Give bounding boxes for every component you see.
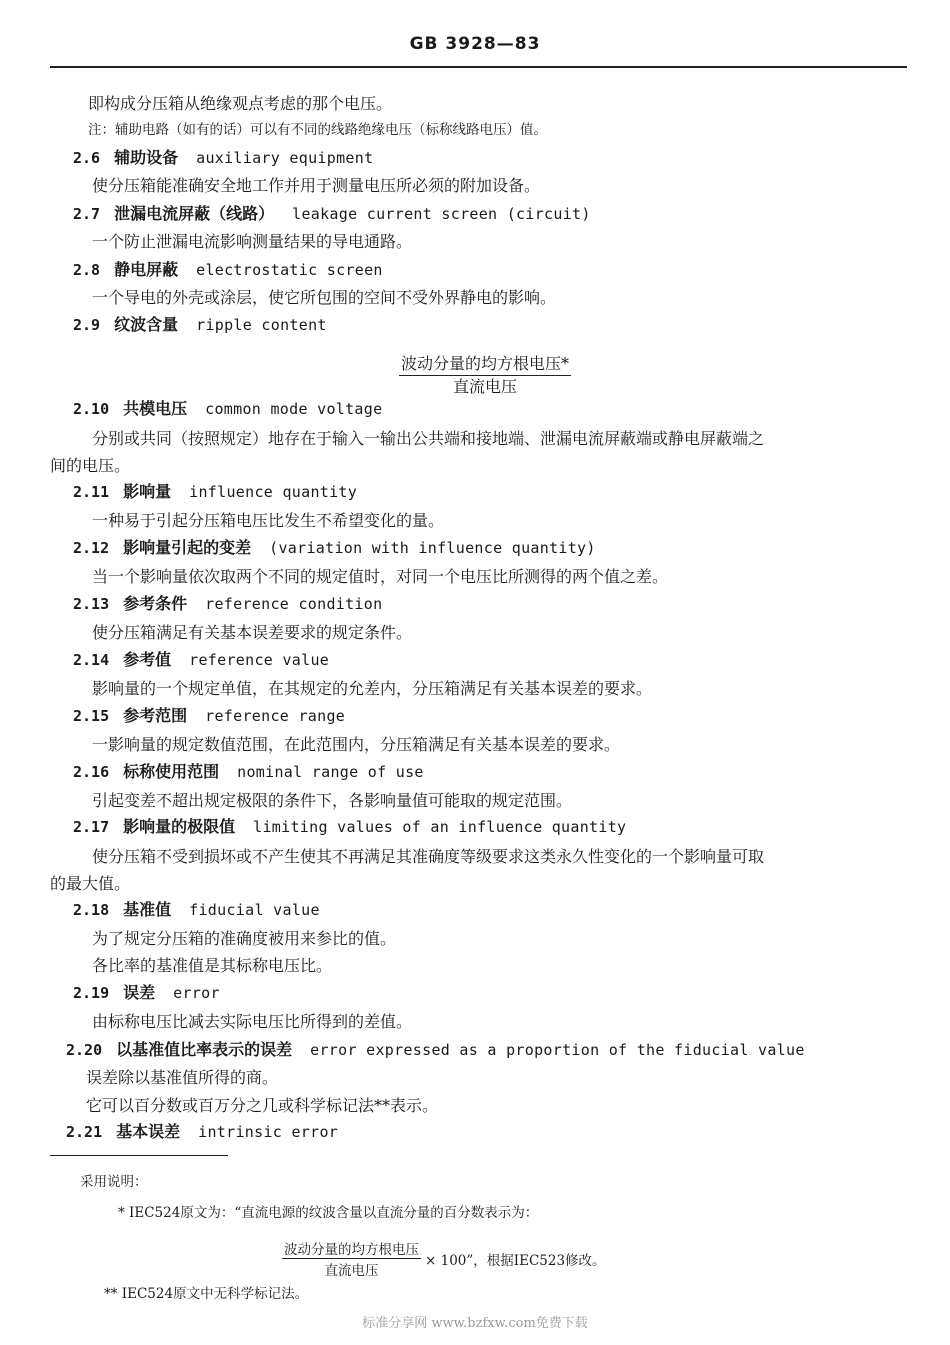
term-chinese: 基准值 bbox=[123, 900, 172, 919]
term-chinese: 影响量的极限值 bbox=[123, 817, 236, 836]
definition-2-8: 一个导电的外壳或涂层，使它所包围的空间不受外界静电的影响。 bbox=[92, 288, 557, 307]
term-2-21 bbox=[66, 1121, 338, 1143]
footnote-fraction-numerator: 波动分量的均方根电压 bbox=[282, 1238, 421, 1259]
term-number: 2.9 bbox=[73, 316, 101, 334]
formula-numerator: 波动分量的均方根电压* bbox=[399, 354, 571, 376]
watermark-text: 标准分享网 www.bzfxw.com免费下载 bbox=[362, 1316, 588, 1331]
term-chinese: 影响量引起的变差 bbox=[123, 538, 252, 557]
page-header-title: GB 3928—83 bbox=[409, 34, 541, 54]
definition-2-14: 影响量的一个规定单值，在其规定的允差内，分压箱满足有关基本误差的要求。 bbox=[92, 679, 653, 698]
term-english: error expressed as a proportion of the fiducial value bbox=[310, 1041, 805, 1059]
term-chinese: 以基准值比率表示的误差 bbox=[116, 1040, 293, 1059]
term-2-6 bbox=[73, 147, 373, 169]
definition-2-20-line1: 误差除以基准值所得的商。 bbox=[86, 1068, 279, 1087]
term-english: influence quantity bbox=[189, 483, 358, 501]
term-number: 2.20 bbox=[66, 1041, 103, 1059]
footnote-heading: 采用说明： bbox=[80, 1174, 148, 1190]
definition-2-15: 一影响量的规定数值范围，在此范围内，分压箱满足有关基本误差的要求。 bbox=[92, 735, 621, 754]
term-english: ripple content bbox=[196, 316, 327, 334]
definition-2-10-line1: 分别或共同（按照规定）地存在于输入一输出公共端和接地端、泄漏电流屏蔽端或静电屏蔽端之 bbox=[92, 429, 765, 448]
term-chinese: 静电屏蔽 bbox=[114, 260, 179, 279]
definition-2-20-line2: 它可以百分数或百万分之几或科学标记法**表示。 bbox=[86, 1096, 439, 1115]
formula-denominator: 直流电压 bbox=[452, 377, 517, 396]
definition-2-13: 使分压箱满足有关基本误差要求的规定条件。 bbox=[92, 623, 413, 642]
definition-2-17-line2: 的最大值。 bbox=[50, 874, 131, 893]
term-chinese: 纹波含量 bbox=[114, 315, 179, 334]
definition-2-18-line2: 各比率的基准值是其标称电压比。 bbox=[92, 956, 333, 975]
term-english: auxiliary equipment bbox=[196, 149, 374, 167]
term-english: reference condition bbox=[205, 595, 383, 613]
term-number: 2.11 bbox=[73, 483, 110, 501]
definition-2-19: 由标称电压比减去实际电压比所得到的差值。 bbox=[92, 1012, 413, 1031]
term-chinese: 共模电压 bbox=[123, 399, 188, 418]
term-2-9 bbox=[73, 314, 327, 336]
footnote-1-formula bbox=[282, 1238, 606, 1279]
term-chinese: 误差 bbox=[123, 983, 156, 1002]
definition-2-7: 一个防止泄漏电流影响测量结果的导电通路。 bbox=[92, 232, 413, 251]
definition-2-6: 使分压箱能准确安全地工作并用于测量电压所必须的附加设备。 bbox=[92, 176, 541, 195]
definition-2-18-line1: 为了规定分压箱的准确度被用来参比的值。 bbox=[92, 929, 397, 948]
header-rule bbox=[50, 66, 907, 68]
definition-2-10-line2: 间的电压。 bbox=[50, 456, 131, 475]
definition-2-17-line1: 使分压箱不受到损坏或不产生使其不再满足其准确度等级要求这类永久性变化的一个影响量可取 bbox=[92, 847, 765, 866]
term-number: 2.14 bbox=[73, 651, 110, 669]
term-number: 2.15 bbox=[73, 707, 110, 725]
ripple-formula bbox=[380, 354, 590, 397]
term-chinese: 基本误差 bbox=[116, 1122, 181, 1141]
term-2-14 bbox=[73, 649, 329, 671]
term-chinese: 参考范围 bbox=[123, 706, 188, 725]
term-english: reference value bbox=[189, 651, 330, 669]
term-number: 2.7 bbox=[73, 205, 101, 223]
footnote-fraction-denominator: 直流电压 bbox=[324, 1263, 379, 1279]
term-number: 2.21 bbox=[66, 1123, 103, 1141]
term-chinese: 辅助设备 bbox=[114, 148, 179, 167]
term-english: common mode voltage bbox=[205, 400, 383, 418]
term-2-16 bbox=[73, 761, 424, 783]
footnote-rule bbox=[50, 1155, 228, 1156]
term-number: 2.16 bbox=[73, 763, 110, 781]
term-number: 2.12 bbox=[73, 539, 110, 557]
term-2-15 bbox=[73, 705, 345, 727]
term-2-12 bbox=[73, 537, 596, 559]
term-english: error bbox=[173, 984, 220, 1002]
term-english: reference range bbox=[205, 707, 346, 725]
term-2-13 bbox=[73, 593, 382, 615]
footnote-1: * IEC524原文为：“直流电源的纹波含量以直流分量的百分数表示为： bbox=[118, 1205, 539, 1221]
definition-2-12: 当一个影响量依次取两个不同的规定值时，对同一个电压比所测得的两个值之差。 bbox=[92, 567, 669, 586]
term-2-19 bbox=[73, 982, 220, 1004]
term-number: 2.13 bbox=[73, 595, 110, 613]
term-2-11 bbox=[73, 481, 357, 503]
term-chinese: 泄漏电流屏蔽（线路） bbox=[114, 204, 275, 223]
term-number: 2.19 bbox=[73, 984, 110, 1002]
definition-2-11: 一种易于引起分压箱电压比发生不希望变化的量。 bbox=[92, 511, 445, 530]
term-2-18 bbox=[73, 899, 320, 921]
term-chinese: 参考条件 bbox=[123, 594, 188, 613]
term-chinese: 标称使用范围 bbox=[123, 762, 220, 781]
footnote-2: ** IEC524原文中无科学标记法。 bbox=[104, 1286, 309, 1302]
term-english: (variation with influence quantity) bbox=[269, 539, 596, 557]
term-2-7 bbox=[73, 203, 591, 225]
term-english: electrostatic screen bbox=[196, 261, 383, 279]
term-english: nominal range of use bbox=[237, 763, 424, 781]
term-english: intrinsic error bbox=[198, 1123, 339, 1141]
footnote-1-tail: × 100”，根据IEC523修改。 bbox=[425, 1252, 606, 1269]
term-2-10 bbox=[73, 398, 382, 420]
term-number: 2.10 bbox=[73, 400, 110, 418]
term-2-8 bbox=[73, 259, 383, 281]
term-2-17 bbox=[73, 816, 626, 838]
term-2-20 bbox=[66, 1039, 805, 1061]
term-chinese: 影响量 bbox=[123, 482, 172, 501]
term-number: 2.8 bbox=[73, 261, 101, 279]
footnote-fraction bbox=[282, 1238, 421, 1279]
intro-note: 注：辅助电路（如有的话）可以有不同的线路绝缘电压（标称线路电压）值。 bbox=[88, 122, 547, 138]
term-english: fiducial value bbox=[189, 901, 320, 919]
term-number: 2.6 bbox=[73, 149, 101, 167]
term-chinese: 参考值 bbox=[123, 650, 172, 669]
definition-2-16: 引起变差不超出规定极限的条件下，各影响量值可能取的规定范围。 bbox=[92, 791, 573, 810]
term-number: 2.18 bbox=[73, 901, 110, 919]
term-number: 2.17 bbox=[73, 818, 110, 836]
term-english: limiting values of an influence quantity bbox=[253, 818, 627, 836]
term-english: leakage current screen (circuit) bbox=[292, 205, 591, 223]
intro-line: 即构成分压箱从绝缘观点考虑的那个电压。 bbox=[88, 94, 393, 113]
